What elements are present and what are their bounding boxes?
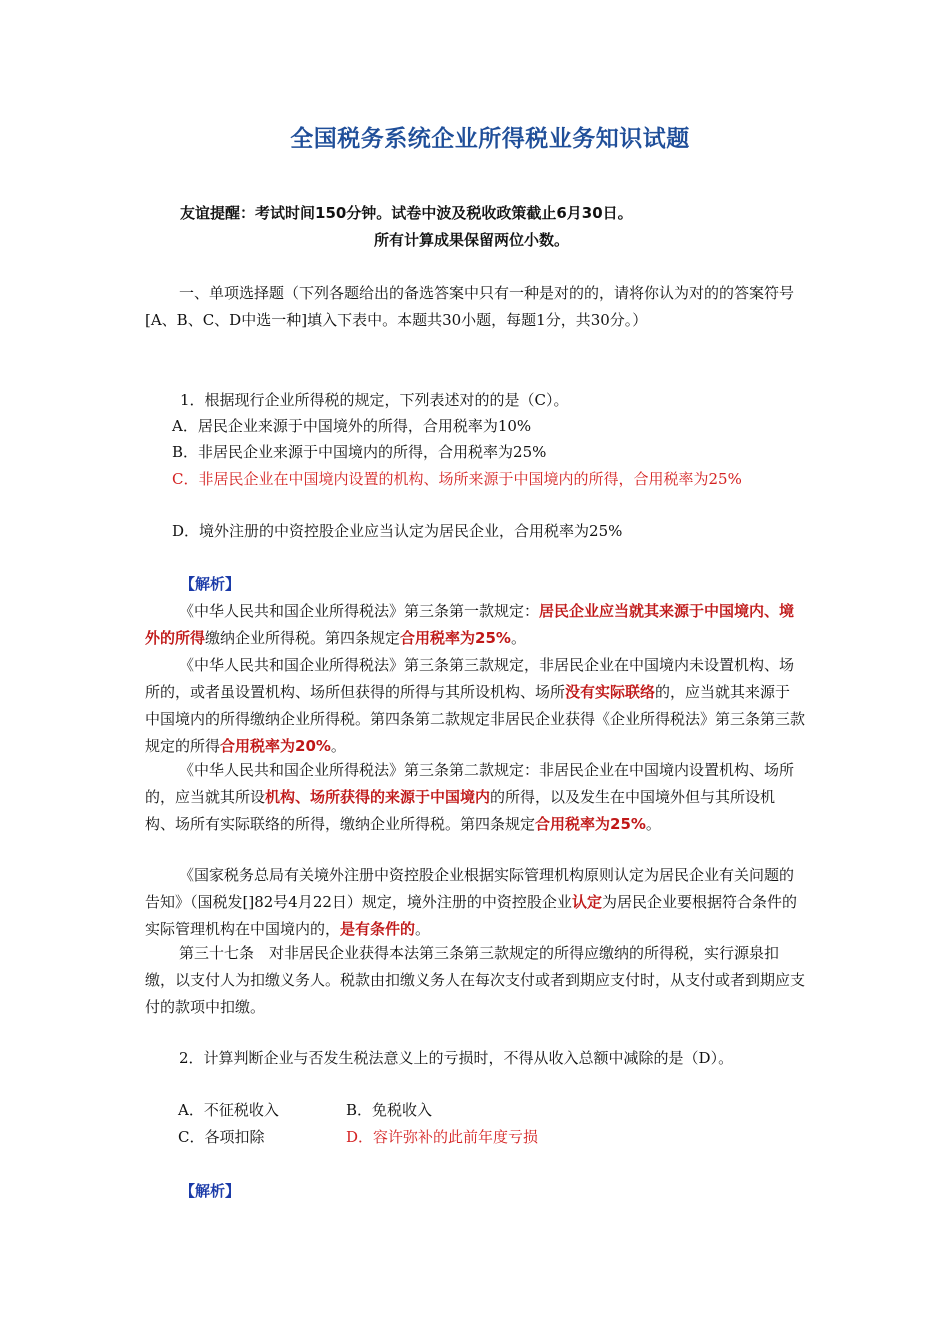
analysis1-p1-text: 《中华人民共和国企业所得税法》第三条第一款规定： xyxy=(179,602,540,620)
analysis1-p1-text2: 缴纳企业所得税。第四条规定 xyxy=(205,629,401,647)
analysis1-para2 xyxy=(145,652,805,760)
analysis1-p3-rate: 合用税率为25% xyxy=(535,815,646,833)
analysis1-p2-rate: 合用税率为20% xyxy=(220,737,331,755)
exam-reminder-line2: 所有计算成果保留两位小数。 xyxy=(374,231,570,249)
analysis1-p1-rate: 合用税率为25% xyxy=(400,629,511,647)
analysis1-p4-highlight: 认定 xyxy=(571,893,602,911)
analysis1-para5: 第三十七条 对非居民企业获得本法第三条第三款规定的所得应缴纳的所得税，实行源泉扣缴，以支付人为扣缴义务人。税款由扣缴义务人在每次支付或者到期应支付时，从支付或者到期应支付的款项中扣缴。 xyxy=(145,944,806,1016)
analysis1-p4-conditional: 是有条件的 xyxy=(340,920,416,938)
analysis1-p1-highlight: 居民企业应当就其来源于中国境内、境外的所得 xyxy=(145,602,795,647)
analysis-label-1: 【解析】 xyxy=(180,575,241,593)
q1-option-c: C．非居民企业在中国境内设置的机构、场所来源于中国境内的所得，合用税率为25% xyxy=(172,470,742,488)
analysis1-p4-end: 。 xyxy=(415,920,431,938)
analysis1-p2-text: 《中华人民共和国企业所得税法》第三条第三款规定，非居民企业在中国境内未设置机构、场所的，或者虽设置机构、场所但获得的所得与其所设机构、场所 xyxy=(145,656,795,701)
analysis1-p2-text2: 的，应当就其来源于中国境内的所得缴纳企业所得税。第四条第二款规定非居民企业获得《企业所得税法》第三条第三款规定的所得 xyxy=(145,683,806,755)
q2-option-c: C．各项扣除 xyxy=(178,1128,265,1146)
exam-reminder-line1: 友谊提醒：考试时间150分钟。试卷中波及税收政策截止6月30日。 xyxy=(180,204,633,222)
analysis1-p3-highlight: 机构、场所获得的来源于中国境内 xyxy=(265,788,491,806)
q2-option-d: D．容许弥补的此前年度亏损 xyxy=(346,1128,539,1146)
analysis1-p2-end: 。 xyxy=(330,737,346,755)
q2-option-b: B．免税收入 xyxy=(346,1101,433,1119)
analysis1-p3-text2: 的所得，以及发生在中国境外但与其所设机构、场所有实际联络的所得，缴纳企业所得税。第四条规定 xyxy=(145,788,776,833)
analysis1-p4-text2: 为居民企业要根据符合条件的实际管理机构在中国境内的， xyxy=(145,893,797,938)
q1-stem: 1．根据现行企业所得税的规定，下列表述对的的是（C）。 xyxy=(180,391,569,409)
analysis1-para4 xyxy=(145,862,805,943)
analysis1-p1-end: 。 xyxy=(510,629,526,647)
section1-intro: 一、单项选择题（下列各题给出的备选答案中只有一种是对的的，请将你认为对的的答案符号[A、B、C、D中选一种]填入下表中。本题共30小题，每题1分，共30分。） xyxy=(145,284,795,329)
q1-option-b: B．非居民企业来源于中国境内的所得，合用税率为25% xyxy=(172,443,547,461)
analysis1-p3-end: 。 xyxy=(645,815,661,833)
q1-option-d: D．境外注册的中资控股企业应当认定为居民企业，合用税率为25% xyxy=(172,522,623,540)
analysis-label-2: 【解析】 xyxy=(180,1182,241,1200)
analysis1-para1 xyxy=(145,598,805,652)
q2-stem: 2．计算判断企业与否发生税法意义上的亏损时，不得从收入总额中减除的是（D）。 xyxy=(179,1049,734,1067)
analysis1-p2-highlight: 没有实际联络 xyxy=(565,683,656,701)
analysis1-p3-text: 《中华人民共和国企业所得税法》第三条第二款规定：非居民企业在中国境内设置机构、场所的，应当就其所设 xyxy=(145,761,795,806)
q2-option-a: A．不征税收入 xyxy=(178,1101,279,1119)
document-title: 全国税务系统企业所得税业务知识试题 xyxy=(290,126,690,152)
q1-option-a: A．居民企业来源于中国境外的所得，合用税率为10% xyxy=(172,417,532,435)
analysis1-p4-text: 《国家税务总局有关境外注册中资控股企业根据实际管理机构原则认定为居民企业有关问题的告知》（国税发[]82号4月22日）规定，境外注册的中资控股企业 xyxy=(145,866,795,911)
analysis1-para3 xyxy=(145,757,805,838)
